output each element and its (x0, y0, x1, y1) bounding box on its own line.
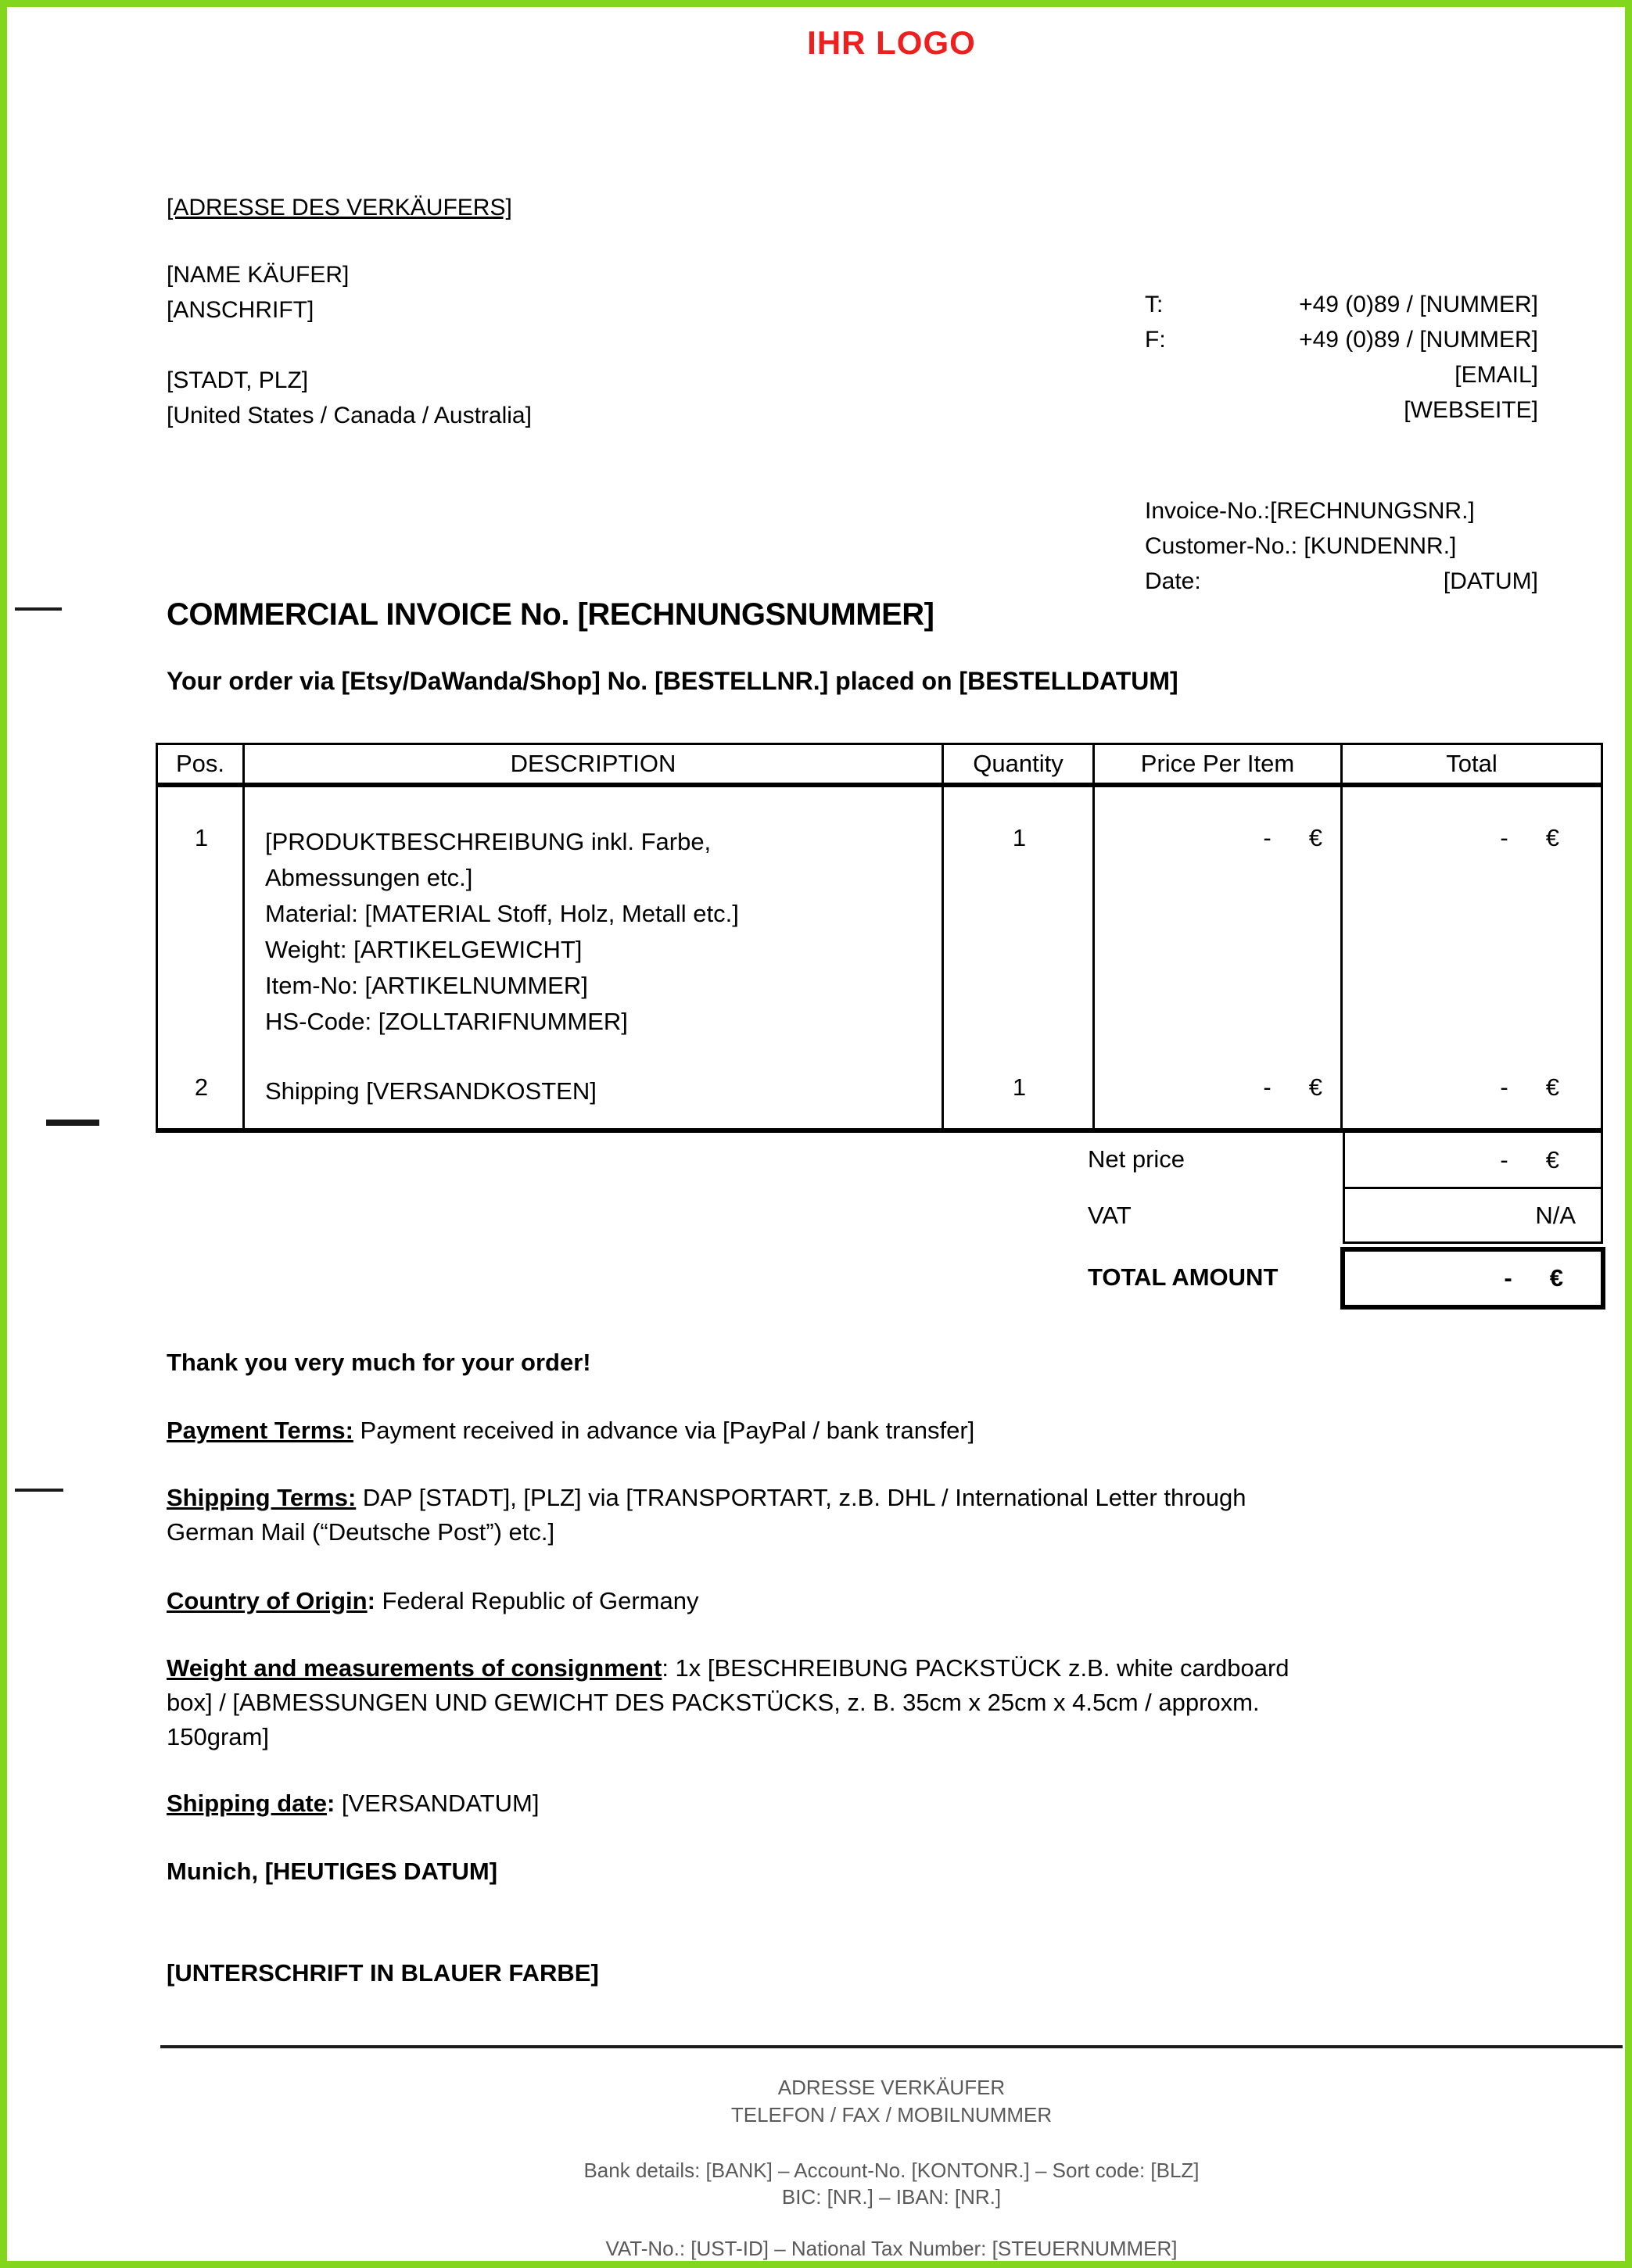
net-price-euro: € (1545, 1145, 1559, 1173)
buyer-city: [STADT, PLZ] (167, 367, 309, 393)
phone-label: T: (1145, 292, 1164, 317)
customer-number-line: Customer-No.: [KUNDENNR.] (1145, 533, 1457, 559)
shipping-date-colon: : (326, 1790, 335, 1817)
payment-terms (167, 1413, 974, 1448)
row1-price-dash: - (1263, 824, 1272, 851)
signature-placeholder: [UNTERSCHRIFT IN BLAUER FARBE] (167, 1959, 599, 1987)
shipping-date (167, 1786, 540, 1821)
country-of-origin-label: Country of Origin (167, 1587, 368, 1614)
invoice-meta-block (1145, 493, 1538, 599)
table-body (158, 787, 1601, 1128)
email-value: [EMAIL] (1454, 362, 1538, 388)
seller-contact-block (1145, 287, 1538, 428)
row1-desc-line1: [PRODUKTBESCHREIBUNG inkl. Farbe, (265, 828, 712, 855)
footer-seller-address: ADRESSE VERKÄUFER (777, 2076, 1006, 2099)
row1-desc-line6: HS-Code: [ZOLLTARIFNUMMER] (265, 1008, 628, 1035)
date-label: Date: (1145, 568, 1201, 594)
payment-terms-label: Payment Terms: (167, 1417, 353, 1444)
row2-pos: 2 (194, 1073, 209, 1101)
shipping-terms-text1: DAP [STADT], [PLZ] via [TRANSPORTART, z.B. DHL / International Letter through (356, 1484, 1246, 1511)
net-price-dash: - (1500, 1145, 1508, 1173)
shipping-terms (167, 1481, 1246, 1550)
row1-desc-line3: Material: [MATERIAL Stoff, Holz, Metall etc.] (265, 900, 739, 927)
row2-price-euro: € (1308, 1073, 1322, 1101)
total-amount-label: TOTAL AMOUNT (1088, 1263, 1279, 1291)
company-logo: IHR LOGO (807, 24, 976, 61)
shipping-terms-line1 (167, 1481, 1246, 1515)
buyer-street: [ANSCHRIFT] (167, 297, 314, 323)
date-value: [DATUM] (1443, 568, 1538, 594)
row1-price-euro: € (1308, 824, 1322, 851)
consignment-line1 (167, 1651, 1289, 1686)
table-header-row (158, 745, 1601, 787)
total-amount-box (1340, 1247, 1605, 1310)
total-amount-euro: € (1549, 1264, 1563, 1292)
header-pos: Pos. (158, 745, 245, 783)
shipping-terms-line2: German Mail (“Deutsche Post”) etc.] (167, 1518, 555, 1546)
country-of-origin (167, 1584, 698, 1618)
row1-total (1343, 824, 1601, 852)
vat-box (1343, 1189, 1603, 1244)
buyer-country: [United States / Canada / Australia] (167, 403, 532, 428)
consignment-label: Weight and measurements of consignment (167, 1654, 662, 1682)
buyer-blank-line (167, 328, 532, 363)
invoice-title: COMMERCIAL INVOICE No. [RECHNUNGSNUMMER] (167, 597, 934, 632)
consignment-weight (167, 1651, 1289, 1754)
row1-desc-line4: Weight: [ARTIKELGEWICHT] (265, 936, 583, 963)
shipping-date-label: Shipping date (167, 1790, 327, 1817)
seller-address: [ADRESSE DES VERKÄUFERS] (167, 195, 512, 220)
row2-price (1095, 1073, 1343, 1102)
place-date-line: Munich, [HEUTIGES DATUM] (167, 1858, 498, 1885)
consignment-text1: : 1x [BESCHREIBUNG PACKSTÜCK z.B. white cardboard (662, 1654, 1289, 1682)
row2-total (1343, 1073, 1601, 1102)
row1-desc-line5: Item-No: [ARTIKELNUMMER] (265, 972, 588, 999)
header-quantity: Quantity (944, 745, 1095, 783)
footer-vat-tax: VAT-No.: [UST-ID] – National Tax Number: [STEUERNUMMER] (605, 2237, 1178, 2260)
fax-row (1145, 322, 1538, 357)
fax-value: +49 (0)89 / [NUMMER] (1299, 327, 1538, 353)
shipping-date-text: [VERSANDATUM] (335, 1790, 540, 1817)
fold-mark-bottom (15, 1489, 63, 1492)
items-table (156, 743, 1603, 1133)
invoice-number-line: Invoice-No.:[RECHNUNGSNR.] (1145, 498, 1475, 524)
website-value: [WEBSEITE] (1404, 397, 1538, 423)
row2-description: Shipping [VERSANDKOSTEN] (265, 1077, 597, 1105)
footer-bic-iban: BIC: [NR.] – IBAN: [NR.] (781, 2185, 1002, 2209)
row2-total-dash: - (1500, 1073, 1508, 1101)
row2-quantity: 1 (1012, 1073, 1027, 1101)
order-reference-line: Your order via [Etsy/DaWanda/Shop] No. [BESTELLNR.] placed on [BESTELLDATUM] (167, 667, 1178, 695)
row1-quantity: 1 (1012, 824, 1027, 851)
thank-you-line: Thank you very much for your order! (167, 1349, 591, 1376)
buyer-name: [NAME KÄUFER] (167, 262, 350, 288)
row1-description (265, 824, 739, 1040)
row1-total-euro: € (1545, 824, 1559, 851)
footer-bank-details: Bank details: [BANK] – Account-No. [KONTONR.] – Sort code: [BLZ] (583, 2159, 1200, 2182)
phone-row (1145, 287, 1538, 322)
header-description: DESCRIPTION (245, 745, 944, 783)
date-row (1145, 564, 1538, 599)
vat-label: VAT (1088, 1202, 1132, 1229)
row2-total-euro: € (1545, 1073, 1559, 1101)
payment-terms-text: Payment received in advance via [PayPal / bank transfer] (353, 1417, 975, 1444)
total-amount-dash: - (1504, 1264, 1512, 1292)
fold-mark-top (15, 607, 62, 611)
shipping-terms-label: Shipping Terms: (167, 1484, 357, 1511)
punch-mark-middle (46, 1120, 99, 1126)
header-price-per-item: Price Per Item (1095, 745, 1343, 783)
footer-phone-fax: TELEFON / FAX / MOBILNUMMER (730, 2103, 1053, 2126)
phone-value: +49 (0)89 / [NUMMER] (1299, 292, 1538, 317)
consignment-line3: 150gram] (167, 1723, 269, 1750)
row1-total-dash: - (1500, 824, 1508, 851)
country-of-origin-text: Federal Republic of Germany (375, 1587, 699, 1614)
vat-value: N/A (1535, 1201, 1576, 1229)
row2-price-dash: - (1263, 1073, 1272, 1101)
footer-divider (160, 2045, 1623, 2048)
buyer-address-block (167, 257, 532, 433)
row1-price (1095, 824, 1343, 852)
net-price-label: Net price (1088, 1145, 1185, 1173)
row1-pos: 1 (194, 824, 209, 851)
country-of-origin-colon: : (367, 1587, 375, 1614)
header-total: Total (1446, 750, 1497, 777)
row1-desc-line2: Abmessungen etc.] (265, 864, 473, 891)
net-price-box (1343, 1133, 1603, 1189)
consignment-line2: box] / [ABMESSUNGEN UND GEWICHT DES PACKSTÜCKS, z. B. 35cm x 25cm x 4.5cm / approxm. (167, 1689, 1260, 1716)
fax-label: F: (1145, 327, 1166, 353)
